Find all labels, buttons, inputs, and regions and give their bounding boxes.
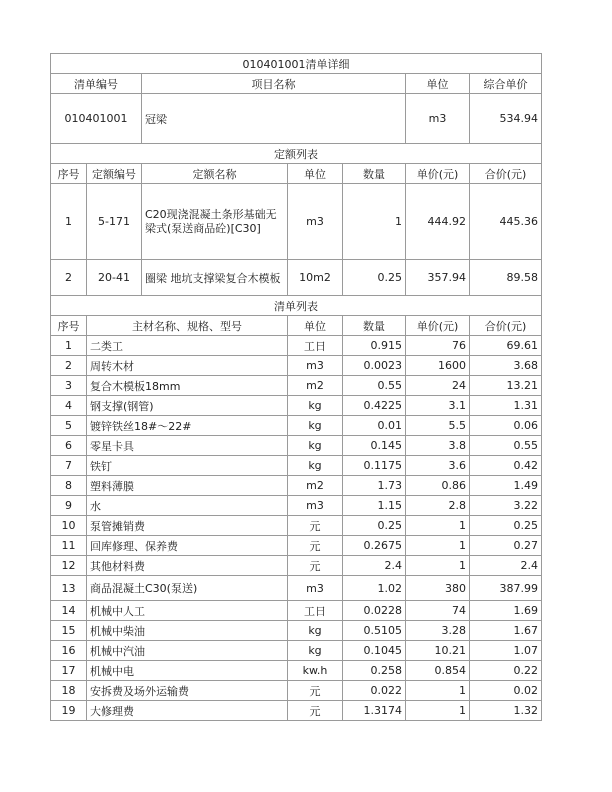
material-name: 复合木模板18mm — [87, 376, 288, 396]
materials-header-no: 序号 — [51, 316, 87, 336]
material-row — [51, 681, 542, 701]
material-row — [51, 456, 542, 476]
material-row — [51, 556, 542, 576]
material-qty: 1.3174 — [343, 701, 406, 721]
material-unit: 元 — [288, 681, 343, 701]
material-total: 3.22 — [470, 496, 542, 516]
material-price: 3.8 — [406, 436, 470, 456]
material-total: 1.32 — [470, 701, 542, 721]
quota-header-code: 定额编号 — [87, 164, 142, 184]
material-name: 二类工 — [87, 336, 288, 356]
material-unit: 工日 — [288, 336, 343, 356]
material-name: 机械中电 — [87, 661, 288, 681]
material-row — [51, 436, 542, 456]
quota-price: 357.94 — [406, 260, 470, 296]
quota-header-total: 合价(元) — [470, 164, 542, 184]
material-unit: kw.h — [288, 661, 343, 681]
material-price: 3.1 — [406, 396, 470, 416]
material-unit: m2 — [288, 476, 343, 496]
materials-section-title: 清单列表 — [51, 296, 542, 316]
material-total: 0.02 — [470, 681, 542, 701]
material-total: 0.27 — [470, 536, 542, 556]
material-name: 安拆费及场外运输费 — [87, 681, 288, 701]
material-total: 1.31 — [470, 396, 542, 416]
bill-name: 冠梁 — [142, 94, 406, 144]
material-price: 10.21 — [406, 641, 470, 661]
material-qty: 0.2675 — [343, 536, 406, 556]
material-no: 10 — [51, 516, 87, 536]
material-no: 19 — [51, 701, 87, 721]
material-unit: kg — [288, 436, 343, 456]
material-qty: 0.1175 — [343, 456, 406, 476]
material-name: 机械中人工 — [87, 601, 288, 621]
material-no: 3 — [51, 376, 87, 396]
material-unit: kg — [288, 456, 343, 476]
material-qty: 0.01 — [343, 416, 406, 436]
quota-code: 20-41 — [87, 260, 142, 296]
material-no: 8 — [51, 476, 87, 496]
quota-header-name: 定额名称 — [142, 164, 288, 184]
quota-name: C20现浇混凝土条形基础无梁式(泵送商品砼)[C30] — [142, 184, 288, 260]
material-qty: 0.0228 — [343, 601, 406, 621]
bill-detail-table — [50, 53, 542, 721]
material-qty: 2.4 — [343, 556, 406, 576]
material-row — [51, 576, 542, 601]
quota-code: 5-171 — [87, 184, 142, 260]
materials-header-price: 单价(元) — [406, 316, 470, 336]
material-no: 15 — [51, 621, 87, 641]
material-name: 钢支撑(钢管) — [87, 396, 288, 416]
material-no: 17 — [51, 661, 87, 681]
quota-row — [51, 184, 542, 260]
material-unit: kg — [288, 621, 343, 641]
material-qty: 0.022 — [343, 681, 406, 701]
material-no: 18 — [51, 681, 87, 701]
material-price: 76 — [406, 336, 470, 356]
material-unit: m3 — [288, 356, 343, 376]
material-unit: m3 — [288, 496, 343, 516]
material-row — [51, 356, 542, 376]
material-name: 其他材料费 — [87, 556, 288, 576]
material-price: 1600 — [406, 356, 470, 376]
material-price: 1 — [406, 701, 470, 721]
quota-unit: m3 — [288, 184, 343, 260]
quota-header-unit: 单位 — [288, 164, 343, 184]
quota-name: 圈梁 地坑支撑梁复合木模板 — [142, 260, 288, 296]
material-row — [51, 536, 542, 556]
material-price: 2.8 — [406, 496, 470, 516]
material-no: 13 — [51, 576, 87, 601]
material-price: 0.86 — [406, 476, 470, 496]
quota-price: 444.92 — [406, 184, 470, 260]
material-name: 机械中汽油 — [87, 641, 288, 661]
material-no: 16 — [51, 641, 87, 661]
header-bill-code: 清单编号 — [51, 74, 142, 94]
material-no: 11 — [51, 536, 87, 556]
materials-header-total: 合价(元) — [470, 316, 542, 336]
material-qty: 0.915 — [343, 336, 406, 356]
material-name: 泵管摊销费 — [87, 516, 288, 536]
header-unit-price: 综合单价 — [470, 74, 542, 94]
materials-header-name: 主材名称、规格、型号 — [87, 316, 288, 336]
material-row — [51, 476, 542, 496]
material-price: 5.5 — [406, 416, 470, 436]
material-unit: kg — [288, 416, 343, 436]
material-name: 周转木材 — [87, 356, 288, 376]
material-price: 3.6 — [406, 456, 470, 476]
material-qty: 0.25 — [343, 516, 406, 536]
material-name: 铁钉 — [87, 456, 288, 476]
material-price: 24 — [406, 376, 470, 396]
material-row — [51, 336, 542, 356]
material-unit: 元 — [288, 556, 343, 576]
material-total: 1.67 — [470, 621, 542, 641]
material-name: 回库修理、保养费 — [87, 536, 288, 556]
material-total: 387.99 — [470, 576, 542, 601]
material-name: 大修理费 — [87, 701, 288, 721]
material-row — [51, 601, 542, 621]
material-no: 6 — [51, 436, 87, 456]
material-no: 7 — [51, 456, 87, 476]
quota-no: 1 — [51, 184, 87, 260]
materials-header-unit: 单位 — [288, 316, 343, 336]
material-name: 水 — [87, 496, 288, 516]
material-total: 13.21 — [470, 376, 542, 396]
quota-total: 89.58 — [470, 260, 542, 296]
material-total: 0.42 — [470, 456, 542, 476]
material-qty: 1.73 — [343, 476, 406, 496]
material-price: 3.28 — [406, 621, 470, 641]
material-row — [51, 661, 542, 681]
material-unit: 元 — [288, 516, 343, 536]
material-qty: 0.0023 — [343, 356, 406, 376]
quota-header-no: 序号 — [51, 164, 87, 184]
material-row — [51, 516, 542, 536]
material-no: 2 — [51, 356, 87, 376]
material-total: 0.06 — [470, 416, 542, 436]
material-price: 1 — [406, 516, 470, 536]
quota-unit: 10m2 — [288, 260, 343, 296]
quota-row — [51, 260, 542, 296]
quota-qty: 0.25 — [343, 260, 406, 296]
material-unit: kg — [288, 396, 343, 416]
material-row — [51, 396, 542, 416]
material-price: 380 — [406, 576, 470, 601]
material-total: 0.25 — [470, 516, 542, 536]
material-no: 14 — [51, 601, 87, 621]
material-row — [51, 621, 542, 641]
quota-no: 2 — [51, 260, 87, 296]
material-price: 0.854 — [406, 661, 470, 681]
material-total: 69.61 — [470, 336, 542, 356]
material-qty: 0.4225 — [343, 396, 406, 416]
material-unit: 工日 — [288, 601, 343, 621]
material-qty: 0.5105 — [343, 621, 406, 641]
material-total: 2.4 — [470, 556, 542, 576]
bill-code: 010401001 — [51, 94, 142, 144]
material-no: 4 — [51, 396, 87, 416]
material-no: 12 — [51, 556, 87, 576]
material-price: 1 — [406, 556, 470, 576]
material-name: 零星卡具 — [87, 436, 288, 456]
material-row — [51, 376, 542, 396]
material-row — [51, 641, 542, 661]
material-name: 镀锌铁丝18#～22# — [87, 416, 288, 436]
material-qty: 1.15 — [343, 496, 406, 516]
material-qty: 0.258 — [343, 661, 406, 681]
material-total: 3.68 — [470, 356, 542, 376]
material-unit: m3 — [288, 576, 343, 601]
material-total: 1.49 — [470, 476, 542, 496]
material-price: 1 — [406, 681, 470, 701]
material-unit: kg — [288, 641, 343, 661]
material-qty: 0.145 — [343, 436, 406, 456]
material-name: 机械中柴油 — [87, 621, 288, 641]
material-price: 74 — [406, 601, 470, 621]
quota-qty: 1 — [343, 184, 406, 260]
quota-total: 445.36 — [470, 184, 542, 260]
quota-header-qty: 数量 — [343, 164, 406, 184]
material-total: 0.55 — [470, 436, 542, 456]
bill-unit: m3 — [406, 94, 470, 144]
material-total: 0.22 — [470, 661, 542, 681]
material-no: 5 — [51, 416, 87, 436]
material-row — [51, 701, 542, 721]
quota-header-price: 单价(元) — [406, 164, 470, 184]
material-unit: 元 — [288, 701, 343, 721]
material-price: 1 — [406, 536, 470, 556]
material-qty: 1.02 — [343, 576, 406, 601]
quota-section-title: 定额列表 — [51, 144, 542, 164]
material-row — [51, 496, 542, 516]
materials-header-qty: 数量 — [343, 316, 406, 336]
material-unit: m2 — [288, 376, 343, 396]
table-title: 010401001清单详细 — [51, 54, 542, 74]
material-name: 塑料薄膜 — [87, 476, 288, 496]
material-total: 1.69 — [470, 601, 542, 621]
material-qty: 0.1045 — [343, 641, 406, 661]
header-unit: 单位 — [406, 74, 470, 94]
material-no: 1 — [51, 336, 87, 356]
bill-price: 534.94 — [470, 94, 542, 144]
material-row — [51, 416, 542, 436]
material-no: 9 — [51, 496, 87, 516]
header-item-name: 项目名称 — [142, 74, 406, 94]
material-name: 商品混凝土C30(泵送) — [87, 576, 288, 601]
material-total: 1.07 — [470, 641, 542, 661]
material-unit: 元 — [288, 536, 343, 556]
material-qty: 0.55 — [343, 376, 406, 396]
